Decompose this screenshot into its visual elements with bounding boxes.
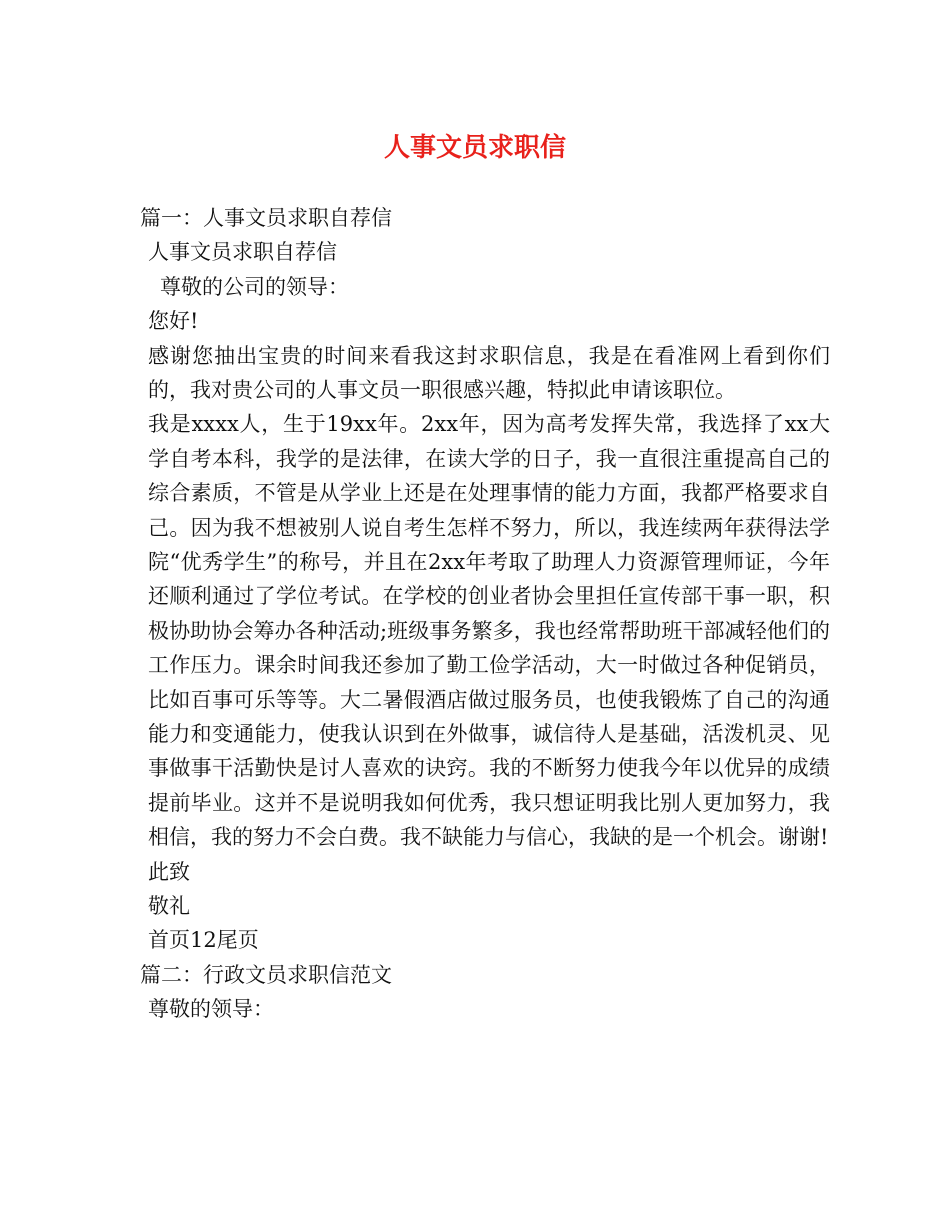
- salutation: 尊敬的公司的领导：: [160, 274, 349, 299]
- section1-heading: 篇一：人事文员求职自荐信: [140, 206, 392, 230]
- greeting: 您好!: [148, 309, 199, 334]
- section2-salutation: 尊敬的领导：: [148, 997, 274, 1022]
- document-title: 人事文员求职信: [383, 133, 566, 163]
- document-body: [140, 201, 830, 1027]
- section2-heading: 篇二：行政文员求职信范文: [140, 962, 392, 987]
- letter-subtitle: 人事文员求职自荐信: [148, 240, 337, 265]
- page-navigation: 首页12尾页: [148, 928, 259, 953]
- closing-line-1: 此致: [148, 859, 190, 884]
- closing-line-2: 敬礼: [148, 894, 190, 919]
- paragraph-intro: 感谢您抽出宝贵的时间来看我这封求职信息，我是在看准网上看到你们的，我对贵公司的人事文员一职很感兴趣，特拟此申请该职位。: [148, 343, 830, 402]
- paragraph-background: 我是xxxx人，生于19xx年。2xx年，因为高考发挥失常，我选择了xx大学自考本科，我学的是法律，在读大学的日子，我一直很注重提高自己的综合素质，不管是从学业上还是在处理事情的能力方面，我都严格要求自己。因为我不想被别人说自考生怎样不努力，所以，我连续两年获得法学院“优秀学生”的称号，并且在2xx年考取了助理人力资源管理师证，今年还顺利通过了学位考试。在学校的创业者协会里担任宣传部干事一职，积极协助协会筹办各种活动;班级事务繁多，我也经常帮助班干部减轻他们的工作压力。课余时间我还参加了勤工俭学活动，大一时做过各种促销员，比如百事可乐等等。大二暑假酒店做过服务员，也使我锻炼了自己的沟通能力和变通能力，使我认识到在外做事，诚信待人是基础，活泼机灵、见事做事干活勤快是讨人喜欢的诀窍。我的不断努力使我今年以优异的成绩提前毕业。这并不是说明我如何优秀，我只想证明我比别人更加努力，我相信，我的努力不会白费。我不缺能力与信心，我缺的是一个机会。谢谢!: [148, 412, 830, 850]
